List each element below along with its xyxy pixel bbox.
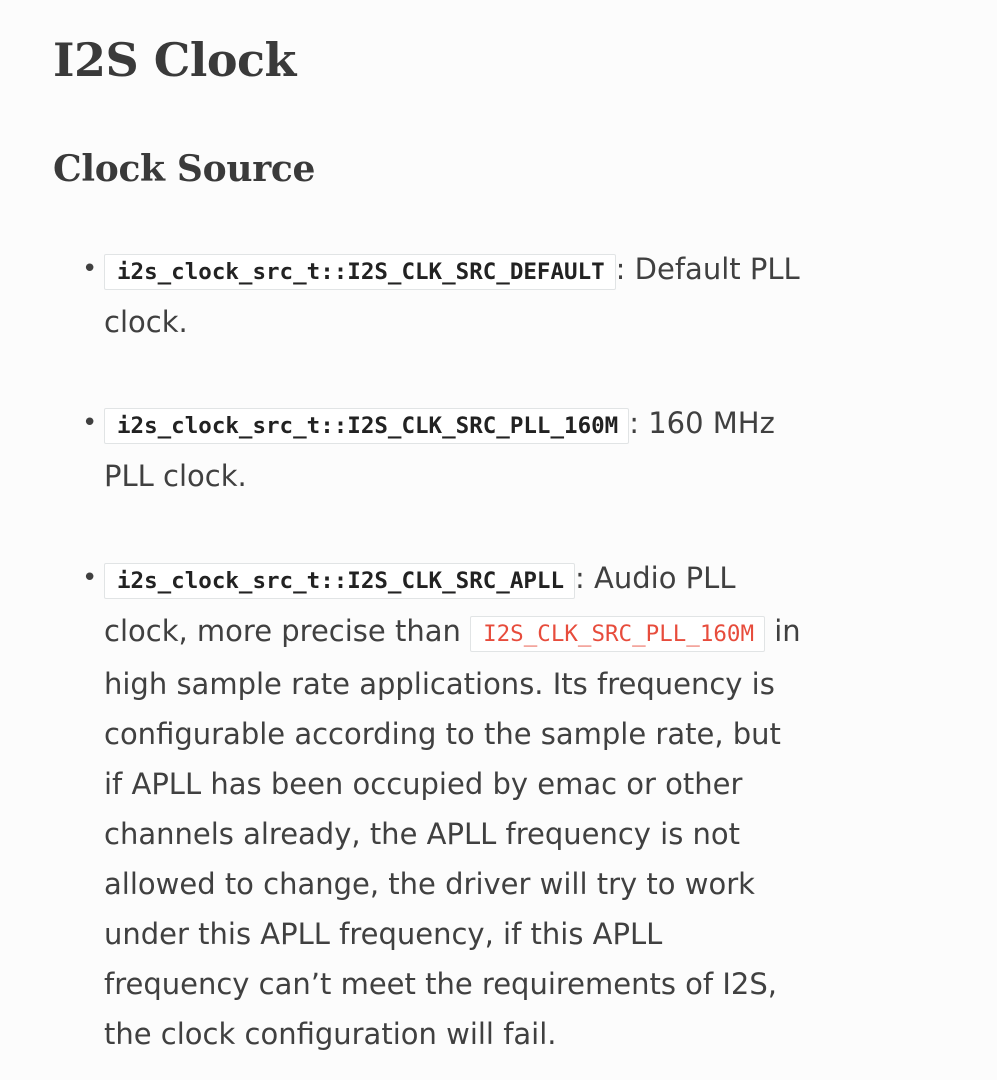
list-item — [82, 398, 804, 501]
item-description: 160 MHz PLL clock. — [104, 406, 775, 493]
bullet: • — [82, 408, 98, 438]
enum-code-apll: i2s_clock_src_t::I2S_CLK_SRC_APLL — [104, 563, 575, 599]
enum-code-default: i2s_clock_src_t::I2S_CLK_SRC_DEFAULT — [104, 254, 616, 290]
item-description-end: in high sample rate applications. Its frequency is configurable according to the sample rate, but if APLL has been occupied by emac or other channels already, the APLL frequency is not allowed to change, the driver will try to work under this APLL frequency, if this APLL frequency can’t meet the requirements of I2S, the clock configuration will fail. — [104, 614, 801, 1051]
separator: : — [629, 406, 649, 440]
clock-source-list — [82, 244, 804, 1059]
enum-code-pll-160m: i2s_clock_src_t::I2S_CLK_SRC_PLL_160M — [104, 408, 629, 444]
reference-code-link[interactable]: I2S_CLK_SRC_PLL_160M — [470, 616, 765, 652]
item-description: Default PLL clock. — [104, 252, 800, 339]
bullet: • — [82, 563, 98, 593]
list-item — [82, 553, 804, 1059]
section-title: Clock Source — [53, 148, 316, 190]
page-title: I2S Clock — [53, 33, 296, 87]
separator: : — [615, 252, 635, 286]
bullet: • — [82, 254, 98, 284]
separator: : — [575, 561, 595, 595]
list-item — [82, 244, 804, 347]
item-description-start: Audio PLL clock, more precise than — [104, 561, 736, 648]
